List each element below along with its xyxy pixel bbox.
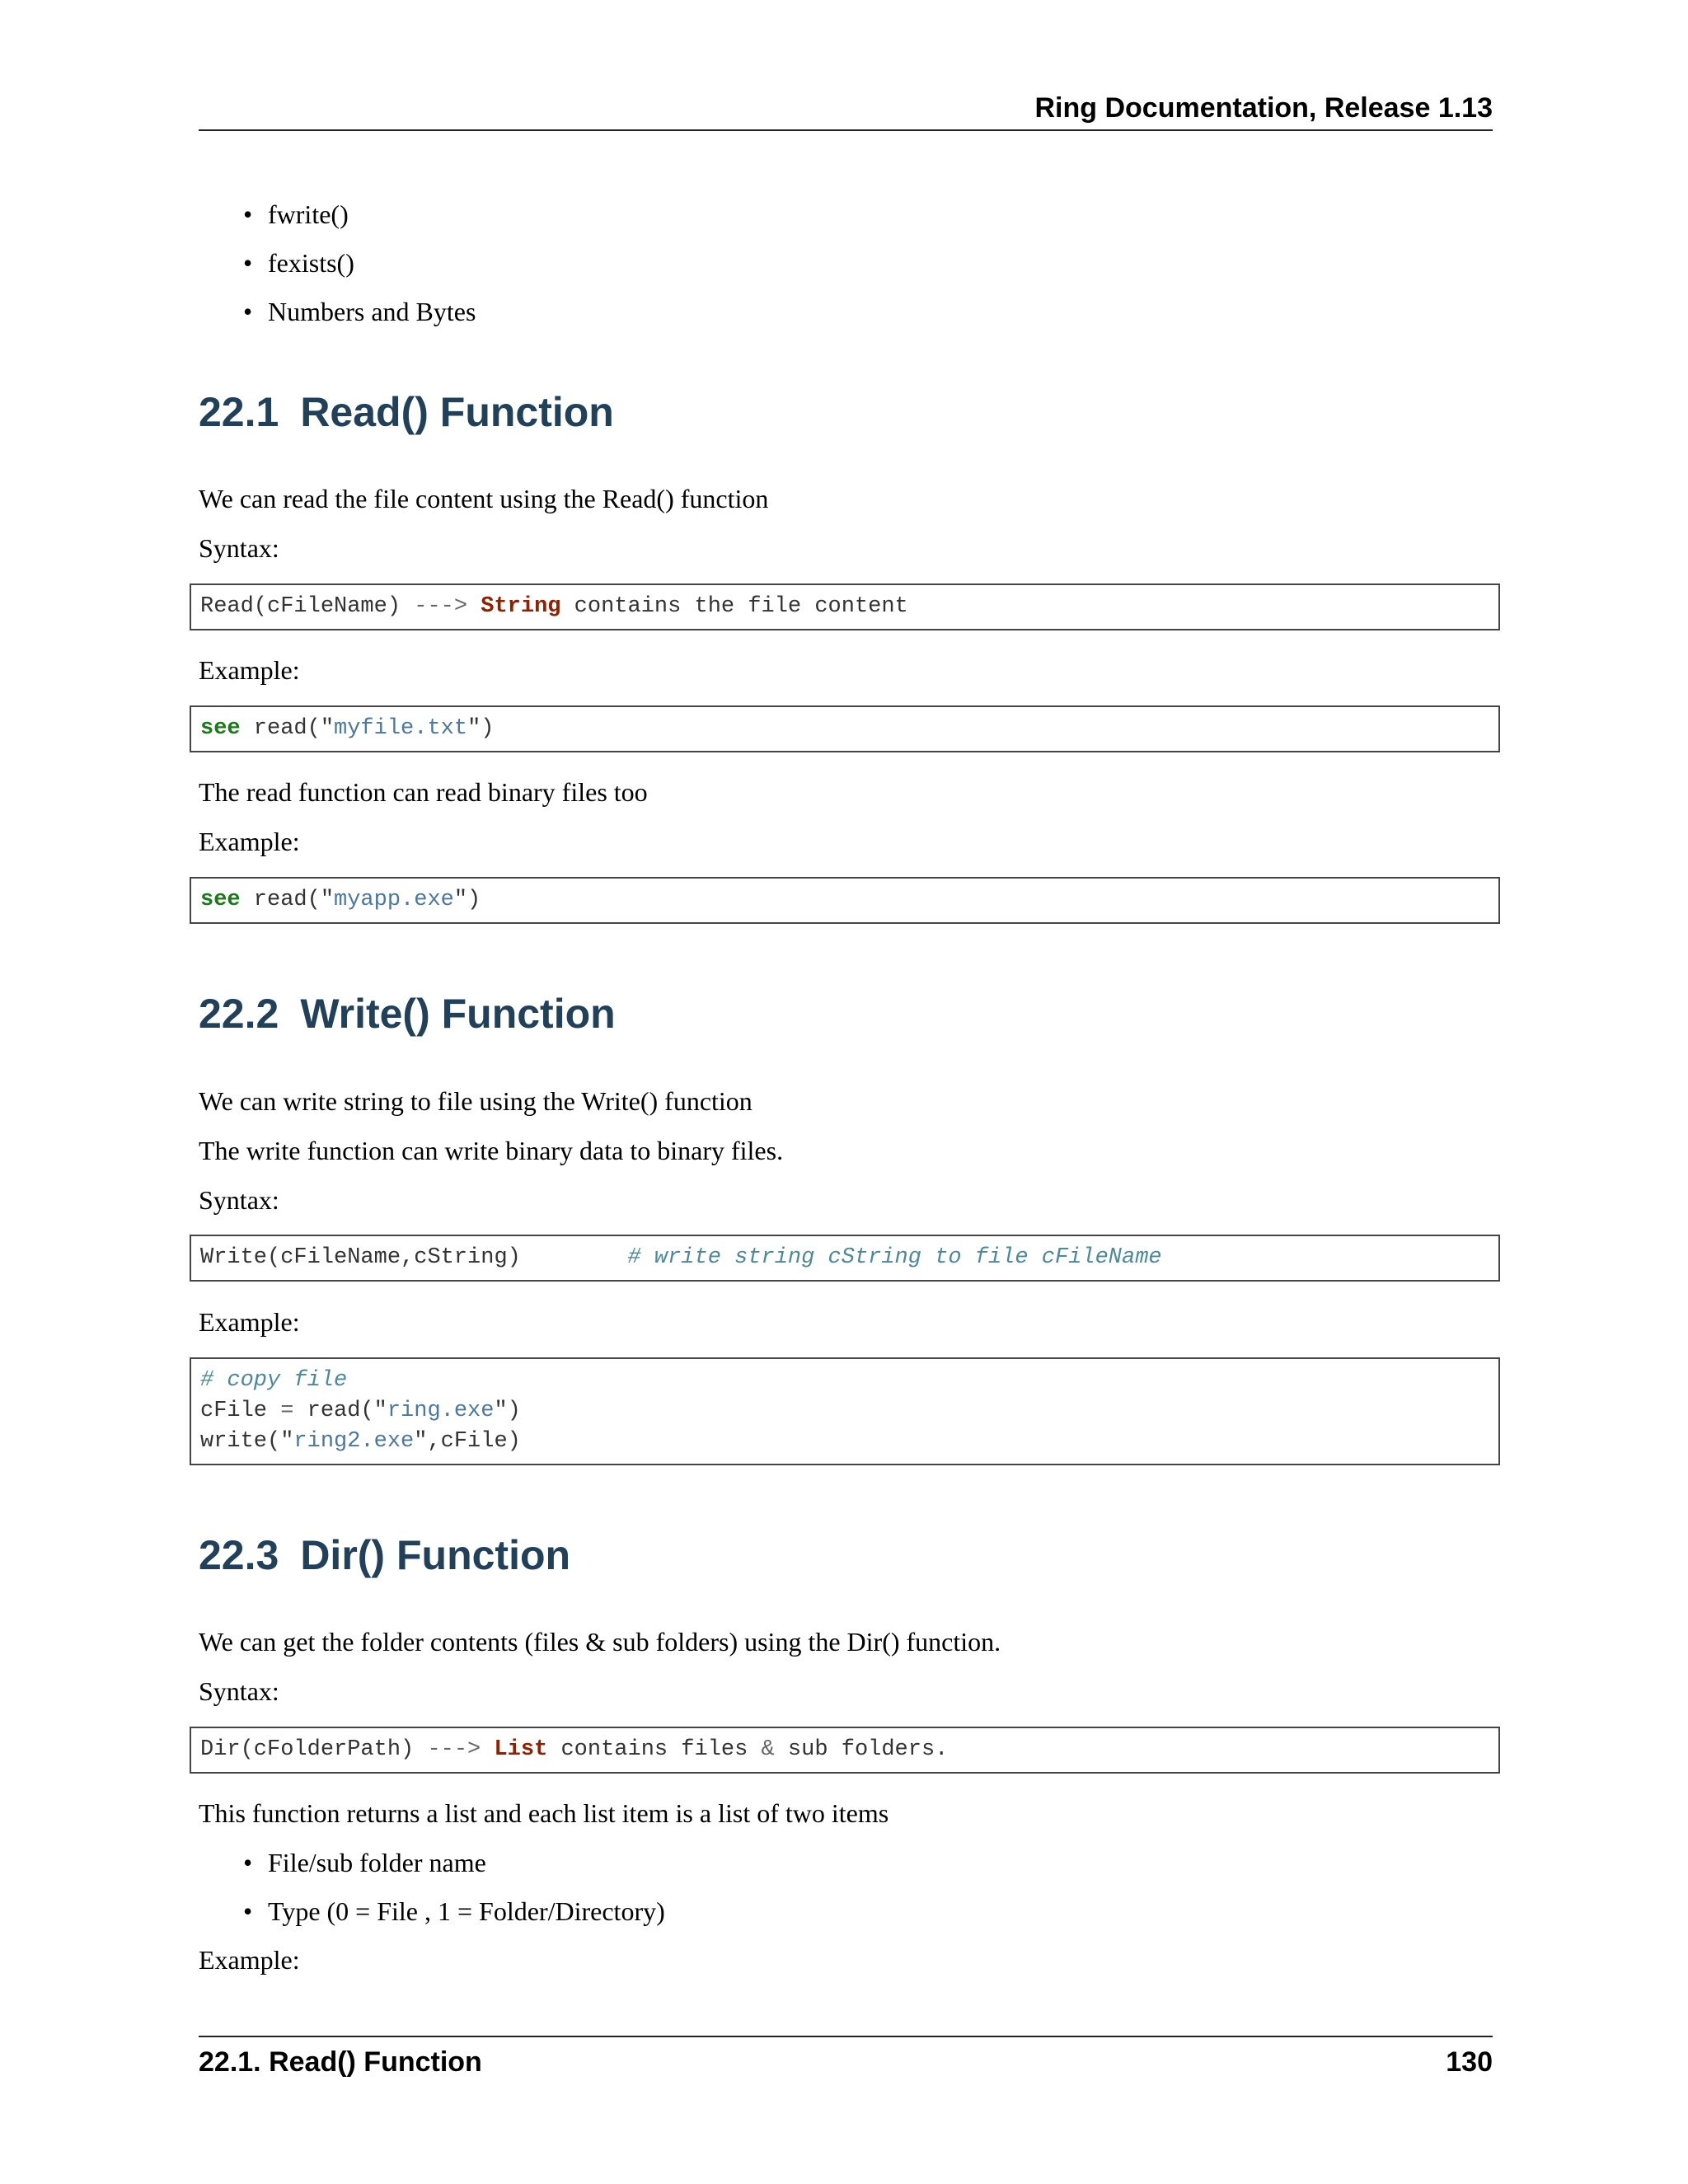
- list-item: [243, 246, 354, 279]
- code-block-write-syntax: Write(cFileName,cString) # write string cString to file cFileName: [190, 1235, 1500, 1282]
- document-page: [199, 0, 1493, 2184]
- code-block-read-example: see read("myfile.txt"): [190, 705, 1500, 752]
- syntax-label: Syntax:: [199, 1676, 279, 1706]
- section-heading-dir: [199, 1530, 570, 1580]
- list-item-text: File/sub folder name: [268, 1848, 486, 1877]
- example-label: Example:: [199, 827, 300, 856]
- section-title: Dir() Function: [300, 1532, 571, 1578]
- syntax-label: Syntax:: [199, 1185, 279, 1215]
- list-item: [243, 1895, 665, 1928]
- section-heading-write: [199, 989, 616, 1038]
- page-number: 130: [1446, 2046, 1493, 2078]
- section-number: 22.2: [199, 991, 279, 1037]
- running-header: Ring Documentation, Release 1.13: [1034, 92, 1493, 124]
- section-title: Write() Function: [300, 991, 616, 1037]
- paragraph: We can get the folder contents (files & sub folders) using the Dir() function.: [199, 1627, 1001, 1657]
- code-block-write-example: # copy file cFile = read("ring.exe") write("ring2.exe",cFile): [190, 1357, 1500, 1465]
- paragraph: This function returns a list and each list item is a list of two items: [199, 1798, 889, 1828]
- bullet-icon: •: [243, 248, 253, 278]
- bullet-icon: •: [243, 1896, 253, 1926]
- paragraph: The write function can write binary data to binary files.: [199, 1136, 784, 1165]
- code-block-dir-syntax: Dir(cFolderPath) ---> List contains files & sub folders.: [190, 1727, 1500, 1774]
- section-number: 22.1: [199, 389, 279, 435]
- list-item-text: Numbers and Bytes: [268, 297, 476, 326]
- footer-rule: [199, 2036, 1493, 2037]
- bullet-icon: •: [243, 297, 253, 326]
- paragraph: The read function can read binary files too: [199, 777, 648, 807]
- list-item: [243, 198, 349, 231]
- list-item-text: fwrite(): [268, 199, 349, 229]
- list-item-text: Type (0 = File , 1 = Folder/Directory): [268, 1896, 665, 1926]
- bullet-icon: •: [243, 199, 253, 229]
- code-block-read-binary-example: see read("myapp.exe"): [190, 877, 1500, 924]
- list-item: [243, 1846, 486, 1879]
- bullet-icon: •: [243, 1848, 253, 1877]
- syntax-label: Syntax:: [199, 533, 279, 563]
- footer-section-title: 22.1. Read() Function: [199, 2046, 482, 2078]
- section-title: Read() Function: [300, 389, 614, 435]
- list-item: [243, 295, 476, 328]
- example-label: Example:: [199, 655, 300, 685]
- section-heading-read: [199, 387, 614, 437]
- code-block-read-syntax: Read(cFileName) ---> String contains the file content: [190, 583, 1500, 630]
- example-label: Example:: [199, 1307, 300, 1337]
- example-label: Example:: [199, 1945, 300, 1975]
- paragraph: We can write string to file using the Write() function: [199, 1086, 753, 1116]
- paragraph: We can read the file content using the Read() function: [199, 484, 769, 513]
- section-number: 22.3: [199, 1532, 279, 1578]
- list-item-text: fexists(): [268, 248, 354, 278]
- header-rule: [199, 129, 1493, 131]
